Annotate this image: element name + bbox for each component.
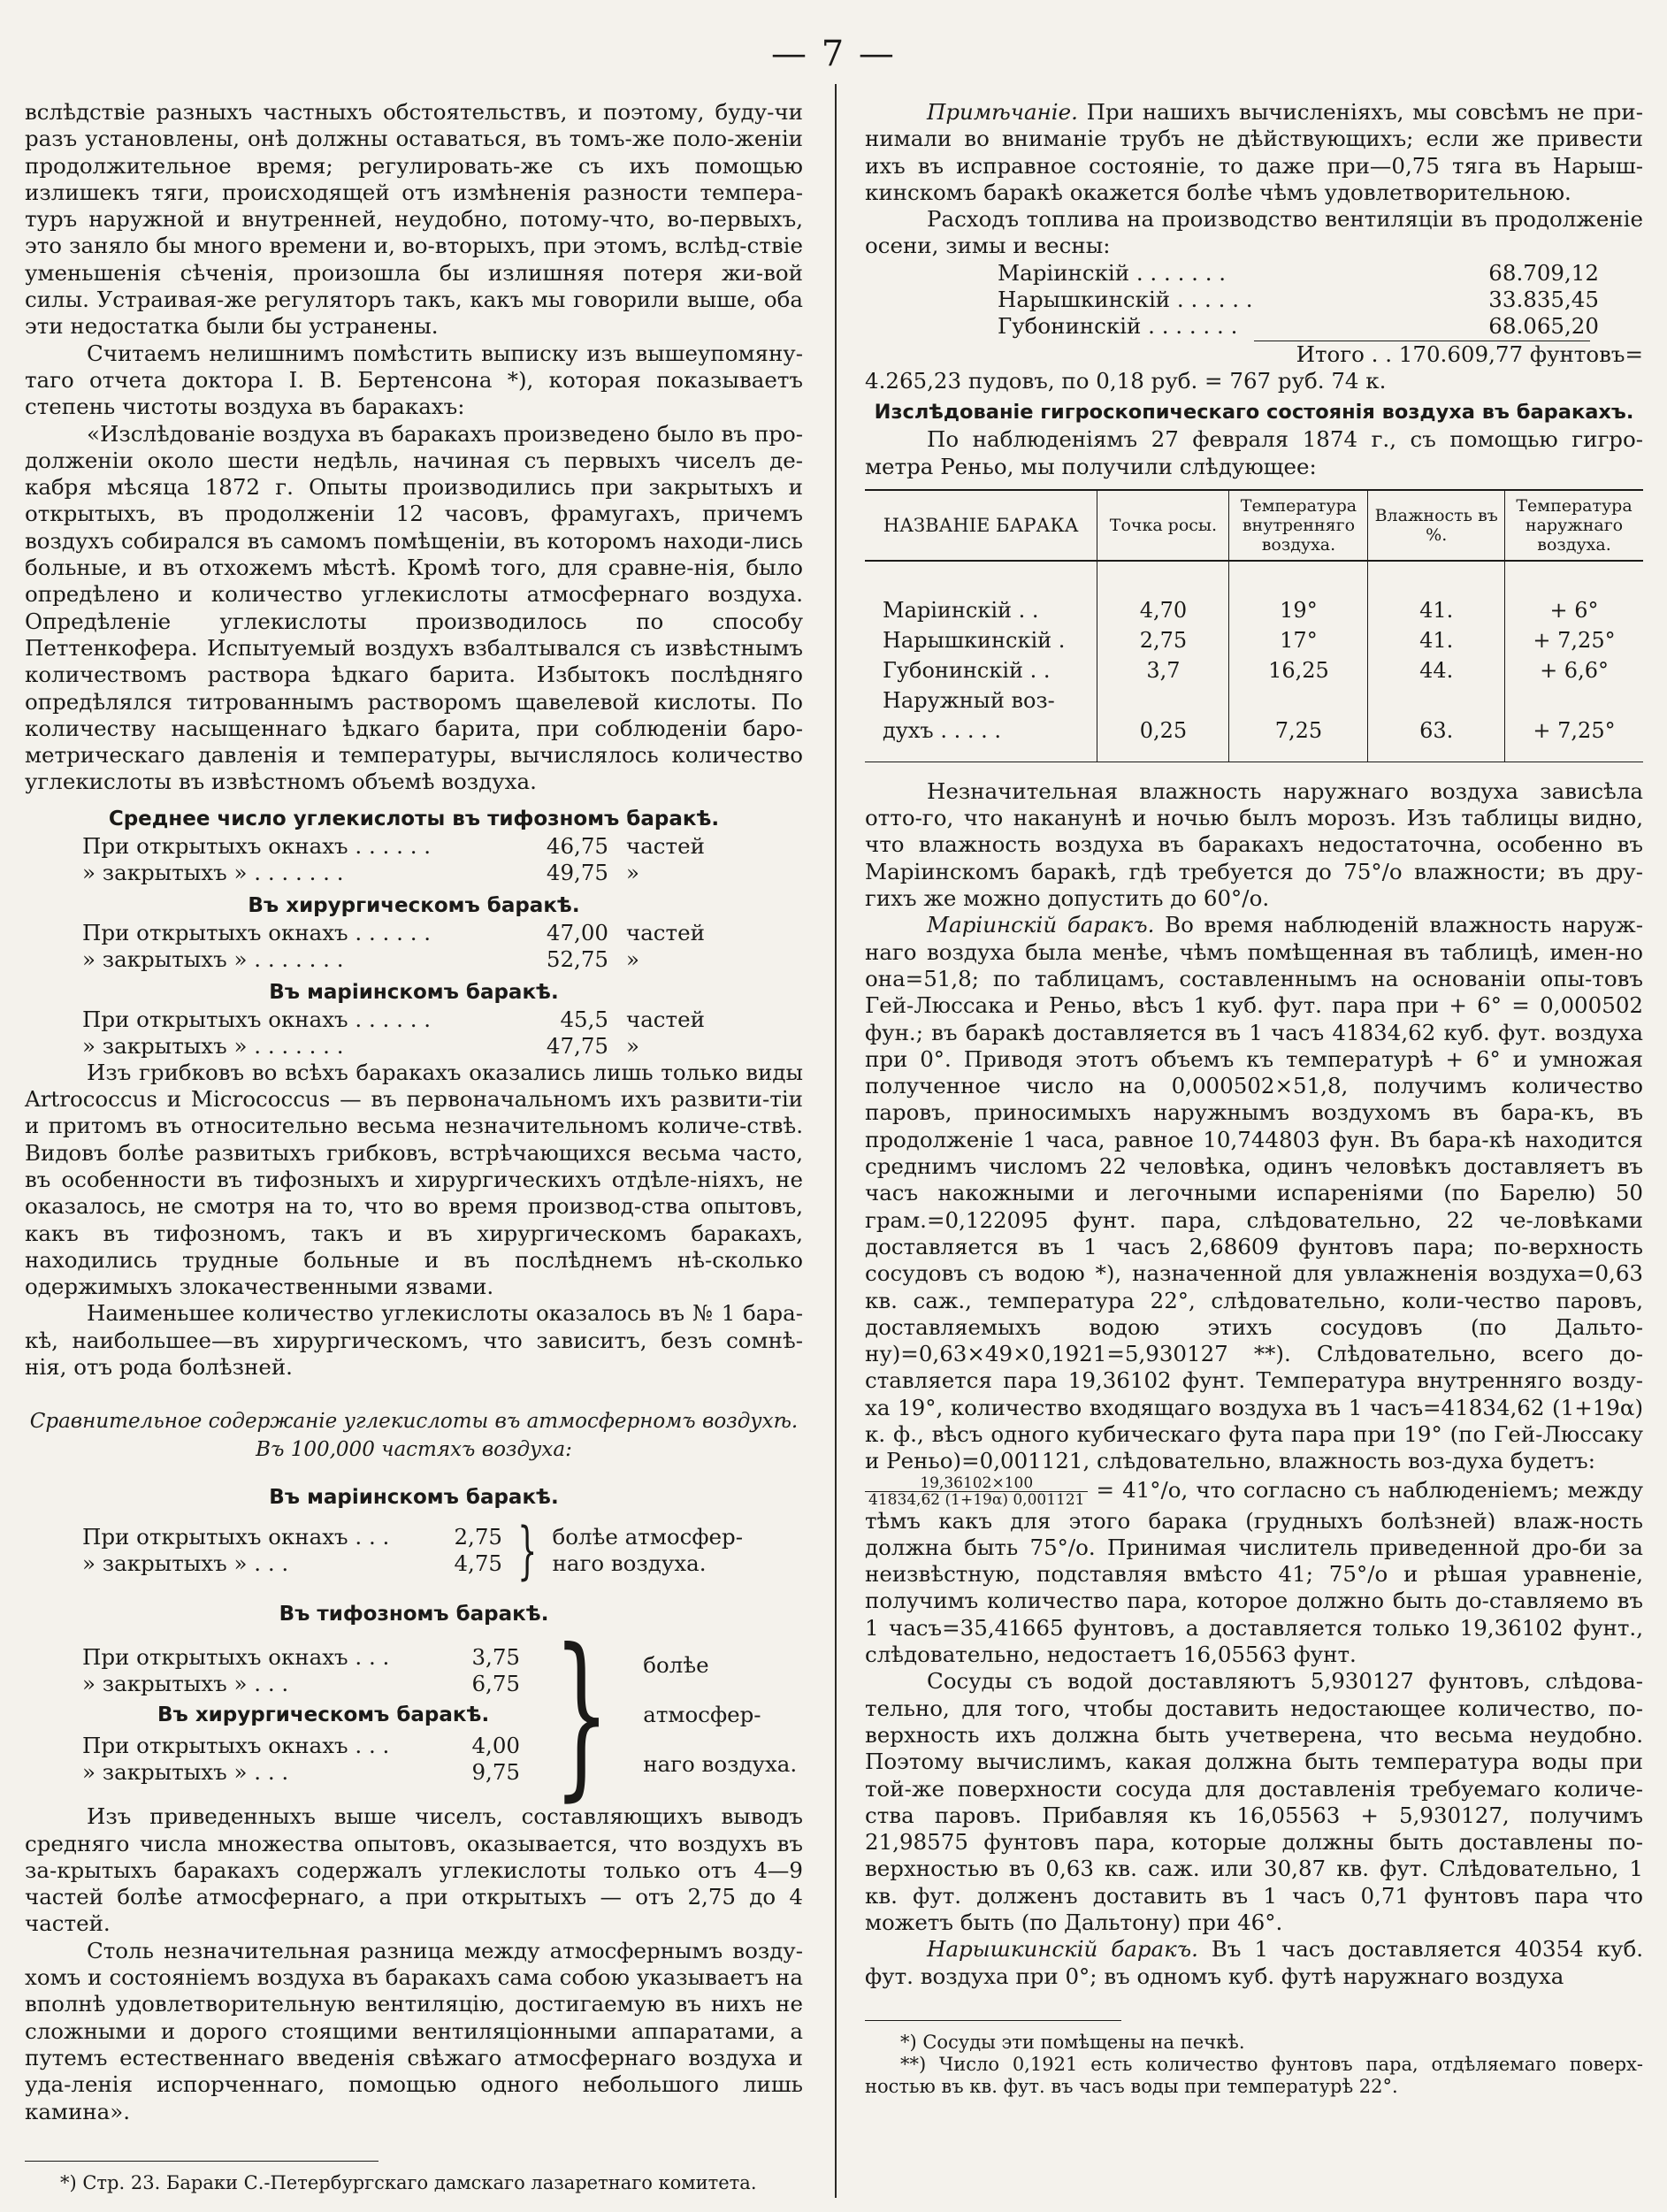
quote-paragraph: «Изслѣдованіе воздуха въ баракахъ произведено было въ про-долженіи около шести недѣль, начиная съ первыхъ чиселъ де-кабря мѣсяца 1872 г. Опыты производились при закрытыхъ и открытыхъ, въ продолженіи 12 часовъ, фрамугахъ, причемъ воздухъ собирался въ самомъ помѣщеніи, въ которомъ находи-лись больные, и въ отхожемъ мѣстѣ. Кромѣ того, для сравне-нія, было опредѣлено и количество углекислоты атмосфернаго воздуха. Опредѣленіе углекислоты производилось по способу Петтенкофера. Испытуемый воздухъ взбалтывался съ извѣстнымъ количествомъ раствора ѣдкаго барита. Избытокъ послѣдняго опредѣлялся титрованнымъ растворомъ щавелевой кислоты. По количеству насыщеннаго ѣдкаго барита, при соблюденіи баро-метрическаго давленія и температуры, вычислялось количество углекислоты въ извѣстномъ объемѣ воздуха. <box>25 420 803 795</box>
row-label: При открытыхъ окнахъ . . . . . . <box>82 919 432 945</box>
paragraph <box>865 99 1643 206</box>
paragraph: Считаемъ нелишнимъ помѣстить выписку изъ вышеупомяну-таго отчета доктора І. В. Бертенсона *), которая показываетъ степень чистоты воздуха въ баракахъ: <box>25 340 803 420</box>
table-cell: 0,25 <box>1097 716 1229 762</box>
footnote-rule <box>25 2161 379 2162</box>
table-cell <box>1505 685 1643 716</box>
row-value: 4,00 <box>471 1733 520 1759</box>
table-cell: 3,7 <box>1097 655 1229 685</box>
row-unit: частей <box>626 1006 705 1032</box>
paragraph: Изъ приведенныхъ выше чиселъ, составляющихъ выводъ средняго числа множества опытовъ, оказывается, что воздухъ въ за-крытыхъ баракахъ содержалъ углекислоты только отъ 4—9 частей болѣе атмосфернаго, а при открытыхъ — отъ 2,75 до 4 частей. <box>25 1803 803 1937</box>
section-heading: Въ хирургическомъ баракѣ. <box>157 1703 490 1727</box>
fraction <box>865 1475 1088 1508</box>
row-value: 33.835,45 <box>1488 287 1599 313</box>
row-label: При открытыхъ окнахъ . . . <box>82 1733 390 1759</box>
table-cell: + 6° <box>1505 561 1643 625</box>
table-cell <box>1097 685 1229 716</box>
table-cell: + 7,25° <box>1505 625 1643 655</box>
humidity-table <box>865 489 1643 762</box>
table-cell: + 6,6° <box>1505 655 1643 685</box>
section-heading: Въ хирургическомъ баракѣ. <box>248 893 580 917</box>
row-unit: » <box>626 1032 639 1059</box>
row-value: 2,75 <box>454 1524 502 1550</box>
table-row <box>865 685 1643 716</box>
column-divider <box>835 84 837 2198</box>
row-unit: » <box>626 945 639 972</box>
left-column <box>25 99 803 2194</box>
fraction-denominator: 41834,62 (1+19α) 0,001121 <box>868 1490 1085 1509</box>
table-cell: 44. <box>1368 655 1505 685</box>
paragraph: Незначительная влажность наружнаго воздуха зависѣла отто-го, что наканунѣ и ночью былъ морозъ. Изъ таблицы видно, что влажность воздуха въ баракахъ недостаточна, особенно въ Маріинскомъ баракѣ, гдѣ требуется до 75°/о влажности; въ дру-гихъ же можно допустить до 60°/о. <box>865 777 1643 912</box>
column-header: Температура внутренняго воздуха. <box>1229 490 1368 561</box>
list-item <box>25 1006 803 1033</box>
paragraph: Наименьшее количество углекислоты оказалось въ № 1 бара-кѣ, наибольшее—въ хирургическомъ, что зависитъ, безъ сомнѣ-нія, отъ рода болѣзней. <box>25 1300 803 1380</box>
row-value: 4,75 <box>454 1550 502 1577</box>
footnote-rule <box>865 2020 1121 2021</box>
table-cell: Губонинскій . . <box>883 657 1051 683</box>
list-item <box>25 1524 502 1550</box>
table-cell: 41. <box>1368 625 1505 655</box>
list-item <box>25 1759 520 1786</box>
table-cell: + 7,25° <box>1505 716 1643 762</box>
list-item <box>25 920 803 946</box>
paragraph: Столь незначительная разница между атмосфернымъ возду-хомъ и состояніемъ воздуха въ баракахъ сама собою указываетъ на вполнѣ удовлетворительную вентиляцію, достигаемую въ нихъ не сложными и дорого стоящими вентиляціонными аппаратами, а путемъ естественнаго введенія свѣжаго атмосфернаго воздуха и уда-ленія испорченнаго, помощью одного небольшого лишь камина». <box>25 1937 803 2124</box>
list-item <box>25 1033 803 1060</box>
table-row <box>865 655 1643 685</box>
mariinsky-comparison <box>25 1514 803 1588</box>
paragraph-body: = 41°/о, что согласно съ наблюденіемъ; между тѣмъ какъ для этого барака (грудныхъ болѣзней) влаж-ность должна быть 75°/о. Принимая числитель приведенной дро-би за неизвѣстную, подставляя вмѣсто 41; 75°/о и рѣшая уравненіе, получимъ количество пара, которое должно быть до-ставляемо въ 1 часъ=35,41665 фунтовъ, а доставляется только 19,36102 фунт., слѣдовательно, недостаетъ 16,05563 фунт. <box>865 1476 1643 1668</box>
mariinsky-list <box>25 1006 803 1060</box>
table-cell: 4,70 <box>1097 561 1229 625</box>
row-value: 3,75 <box>471 1644 520 1671</box>
table-cell: Наружный воз- <box>883 687 1055 713</box>
row-value: 6,75 <box>471 1671 520 1697</box>
section-heading: Въ тифозномъ баракѣ. <box>279 1603 549 1626</box>
row-label: Губонинскій . . . . . . . <box>998 313 1238 340</box>
footnote: *) Стр. 23. Бараки С.-Петербургскаго дамскаго лазаретнаго комитета. <box>60 2171 757 2193</box>
row-value: 52,75 <box>546 945 608 972</box>
table-cell: 63. <box>1368 716 1505 762</box>
list-item <box>25 860 803 886</box>
fuel-list <box>865 260 1643 394</box>
list-item <box>25 1671 520 1697</box>
paragraph-body: Во время наблюденій влажность наруж-наго воздуха была менѣе, чѣмъ помѣщенная въ таблицѣ, имен-но она=51,8; по таблицамъ, составленнымъ на основаніи опы-товъ Гей-Люссака и Реньо, вѣсъ 1 куб. фут. пара при + 6° = 0,000502 фун.; въ баракѣ доставляется въ 1 часъ 41834,62 куб. фут. воздуха при 0°. Приводя этотъ объемъ къ температурѣ + 6° и умножая полученное число на 0,000502×51,8, получимъ количество паровъ, приносимыхъ наружнымъ воздухомъ въ бара-къ, въ продолженіе 1 часа, равное 10,744803 фун. Въ бара-кѣ находится среднимъ числомъ 22 человѣка, одинъ человѣкъ доставляетъ въ часъ накожными и легочными испареніями (по Барелю) 50 грам.=0,122095 фунт. пара, слѣдовательно, 22 че-ловѣками доставляется въ 1 часъ 2,68609 фунтовъ пара; по-верхность сосудовъ съ водою *), назначенной для увлажненія воздуха=0,63 кв. саж., температура 22°, слѣдовательно, коли-чество паровъ, доставляемыхъ водою этихъ сосудовъ (по Дальто-ну)=0,63×49×0,1921=5,930127 **). Слѣдовательно, всего до-ставляется пара 19,36102 фунт. Температура внутренняго возду-ха 19°, количество входящаго воздуха въ 1 часъ=41834,62 (1+19α) к. ф., вѣсъ одного кубическаго фута пара при 19° (по Гей-Люссаку и Реньо)=0,001121, слѣдовательно, влажность воз-духа будетъ: <box>865 912 1643 1474</box>
table-cell: 2,75 <box>1097 625 1229 655</box>
row-unit: частей <box>626 832 705 859</box>
paragraph: По наблюденіямъ 27 февраля 1874 г., съ помощью гигро-метра Реньо, мы получили слѣдующее: <box>865 426 1643 479</box>
table-cell: духъ . . . . . <box>865 716 1097 762</box>
row-label: » закрытыхъ » . . . . . . . <box>82 945 344 972</box>
list-item <box>865 260 1643 287</box>
section-heading: Сравнительное содержаніе углекислоты въ атмосферномъ воздухѣ. <box>29 1410 799 1434</box>
table-cell: 7,25 <box>1229 716 1368 762</box>
table-header-row <box>865 490 1643 561</box>
row-label: При открытыхъ окнахъ . . . . . . <box>82 832 432 859</box>
brace-note: болѣе атмосфер-наго воздуха. <box>552 1524 743 1577</box>
table-cell: Маріинскій . . <box>883 597 1039 623</box>
paragraph-lead: Нарышкинскій баракъ. <box>927 1936 1198 1963</box>
footnote: *) Сосуды эти помѣщены на печкѣ. <box>900 2031 1245 2053</box>
row-value: 46,75 <box>546 832 608 859</box>
table-cell: 41. <box>1368 561 1505 625</box>
right-column <box>865 99 1643 2098</box>
table-cell: Нарышкинскій . <box>883 627 1066 653</box>
row-value: 47,75 <box>546 1032 608 1059</box>
comparison-rows <box>25 1644 520 1786</box>
row-unit: » <box>626 859 639 885</box>
table-row <box>865 561 1643 625</box>
table-cell <box>1229 685 1368 716</box>
paragraph <box>865 912 1643 1474</box>
row-unit: частей <box>626 919 705 945</box>
footnote: **) Число 0,1921 есть количество фунтовъ пара, отдѣляемаго поверх-ностью въ кв. фут. въ часъ воды при температурѣ 22°. <box>865 2053 1643 2097</box>
list-item <box>25 1733 520 1759</box>
row-label: » закрытыхъ » . . . . . . . <box>82 859 344 885</box>
typhus-list <box>25 833 803 886</box>
list-item <box>25 946 803 973</box>
list-item <box>865 287 1643 313</box>
fuel-total: Итого . . 170.609,77 фунтовъ= <box>1296 341 1643 367</box>
paragraph-body: При нашихъ вычисленіяхъ, мы совсѣмъ не при-нимали во вниманіе трубъ не дѣйствующихъ; если же привести ихъ въ исправное состояніе, то даже при—0,75 тяга въ Нарыш-кинскомъ баракѣ окажется болѣе чѣмъ удовлетворительною. <box>865 99 1643 205</box>
row-label: » закрытыхъ » . . . . . . . <box>82 1032 344 1059</box>
row-label: » закрытыхъ » . . . <box>82 1550 289 1577</box>
paragraph-lead: Маріинскій баракъ. <box>927 912 1155 938</box>
column-header: Влажность въ %. <box>1368 490 1505 561</box>
table-cell: 17° <box>1229 625 1368 655</box>
row-label: » закрытыхъ » . . . <box>82 1759 289 1786</box>
table-cell: 16,25 <box>1229 655 1368 685</box>
paragraph-lead: Примѣчаніе. <box>927 99 1078 125</box>
paragraph <box>865 1936 1643 1990</box>
row-label: При открытыхъ окнахъ . . . <box>82 1524 390 1550</box>
section-heading: Въ маріинскомъ баракѣ. <box>269 1486 559 1510</box>
column-header: Точка росы. <box>1097 490 1229 561</box>
paragraph-body: Въ 1 часъ доставляется 40354 куб. фут. воздуха при 0°; въ одномъ куб. футѣ наружнаго воздуха <box>865 1936 1643 1989</box>
section-heading: Въ маріинскомъ баракѣ. <box>269 980 559 1004</box>
paragraph: Изъ грибковъ во всѣхъ баракахъ оказались лишь только виды Artrococcus и Micrococcus — въ первоначальномъ ихъ развити-тіи и притомъ въ относительно весьма незначительномъ количе-ствѣ. Видовъ болѣе развитыхъ грибковъ, встрѣчающихся весьма часто, въ особенности въ тифозныхъ и хирургическихъ отдѣле-ніяхъ, не оказалось, не смотря на то, что во время производ-ства опытовъ, какъ въ тифозномъ, такъ и въ хирургическомъ баракахъ, находились трудные больные и въ послѣднемъ нѣ-сколько одержимыхъ злокачественными язвами. <box>25 1059 803 1300</box>
fuel-total-continued: 4.265,23 пудовъ, по 0,18 руб. = 767 руб. 74 к. <box>865 367 1387 394</box>
row-value: 45,5 <box>560 1006 608 1032</box>
list-item <box>25 1644 520 1671</box>
curly-brace: } <box>553 1611 610 1818</box>
row-label: При открытыхъ окнахъ . . . . . . <box>82 1006 432 1032</box>
table-cell <box>1368 685 1505 716</box>
row-value: 49,75 <box>546 859 608 885</box>
paragraph <box>865 1475 1643 1669</box>
row-label: Маріинскій . . . . . . . <box>998 259 1227 286</box>
section-subheading: Въ 100,000 частяхъ воздуха: <box>256 1438 572 1462</box>
row-value: 68.709,12 <box>1488 259 1599 286</box>
row-value: 9,75 <box>471 1759 520 1786</box>
table-row <box>865 625 1643 655</box>
table-cell: 19° <box>1229 561 1368 625</box>
row-label: Нарышкинскій . . . . . . <box>998 287 1253 313</box>
paragraph: Расходъ топлива на производство вентиляціи въ продолженіе осени, зимы и весны: <box>865 206 1643 259</box>
row-label: При открытыхъ окнахъ . . . <box>82 1644 390 1671</box>
page-number: — 7 — <box>771 34 896 74</box>
column-header: НАЗВАНІЕ БАРАКА <box>865 490 1097 561</box>
section-heading: Среднее число углекислоты въ тифозномъ баракѣ. <box>108 807 720 830</box>
paragraph: Сосуды съ водой доставляютъ 5,930127 фунтовъ, слѣдова-тельно, для того, чтобы доставить недостающее количество, по-верхность ихъ должна быть учетверена, что весьма неудобно. Поэтому вычислимъ, какая должна быть температура воды при той-же поверхности сосуда для доставленія требуемаго количе-ства паровъ. Прибавляя къ 16,05563 + 5,930127, получимъ 21,98575 фунтовъ пара, которые должны быть доставлены по-верхностью въ 0,63 кв. саж. или 30,87 кв. фут. Слѣдовательно, 1 кв. фут. долженъ доставить въ 1 часъ 0,71 фунтовъ пара что можетъ быть (по Дальтону) при 46°. <box>865 1668 1643 1936</box>
fraction-numerator: 19,36102×100 <box>865 1475 1088 1492</box>
section-heading: Изслѣдованіе гигроскопическаго состоянія воздуха въ баракахъ. <box>874 401 1634 425</box>
row-value: 47,00 <box>546 919 608 945</box>
brace-note: болѣе атмосфер-наго воздуха. <box>643 1652 798 1778</box>
curly-brace: } <box>517 1514 538 1588</box>
surgical-list <box>25 920 803 973</box>
comparison-rows <box>25 1524 502 1577</box>
list-item <box>25 833 803 860</box>
row-value: 68.065,20 <box>1488 313 1599 340</box>
list-item <box>865 313 1643 340</box>
row-label: » закрытыхъ » . . . <box>82 1671 289 1697</box>
paragraph: вслѣдствіе разныхъ частныхъ обстоятельствъ, и поэтому, буду-чи разъ установлены, онѣ должны оставаться, въ томъ-же поло-женіи продолжительное время; регулировать-же съ ихъ помощью излишекъ тяги, происходящей отъ измѣненія разности темпера-туръ наружной и внутренней, неудобно, потому-что, во-первыхъ, это заняло бы много времени и, во-вторыхъ, при этомъ, вслѣд-ствіе уменьшенія сѣченія, произошла бы излишняя потеря жи-вой силы. Устраивая-же регуляторъ такъ, какъ мы говорили выше, оба эти недостатка были бы устранены. <box>25 99 803 340</box>
column-header: Температура наружнаго воздуха. <box>1505 490 1643 561</box>
list-item <box>25 1550 502 1577</box>
table-row <box>865 716 1643 762</box>
